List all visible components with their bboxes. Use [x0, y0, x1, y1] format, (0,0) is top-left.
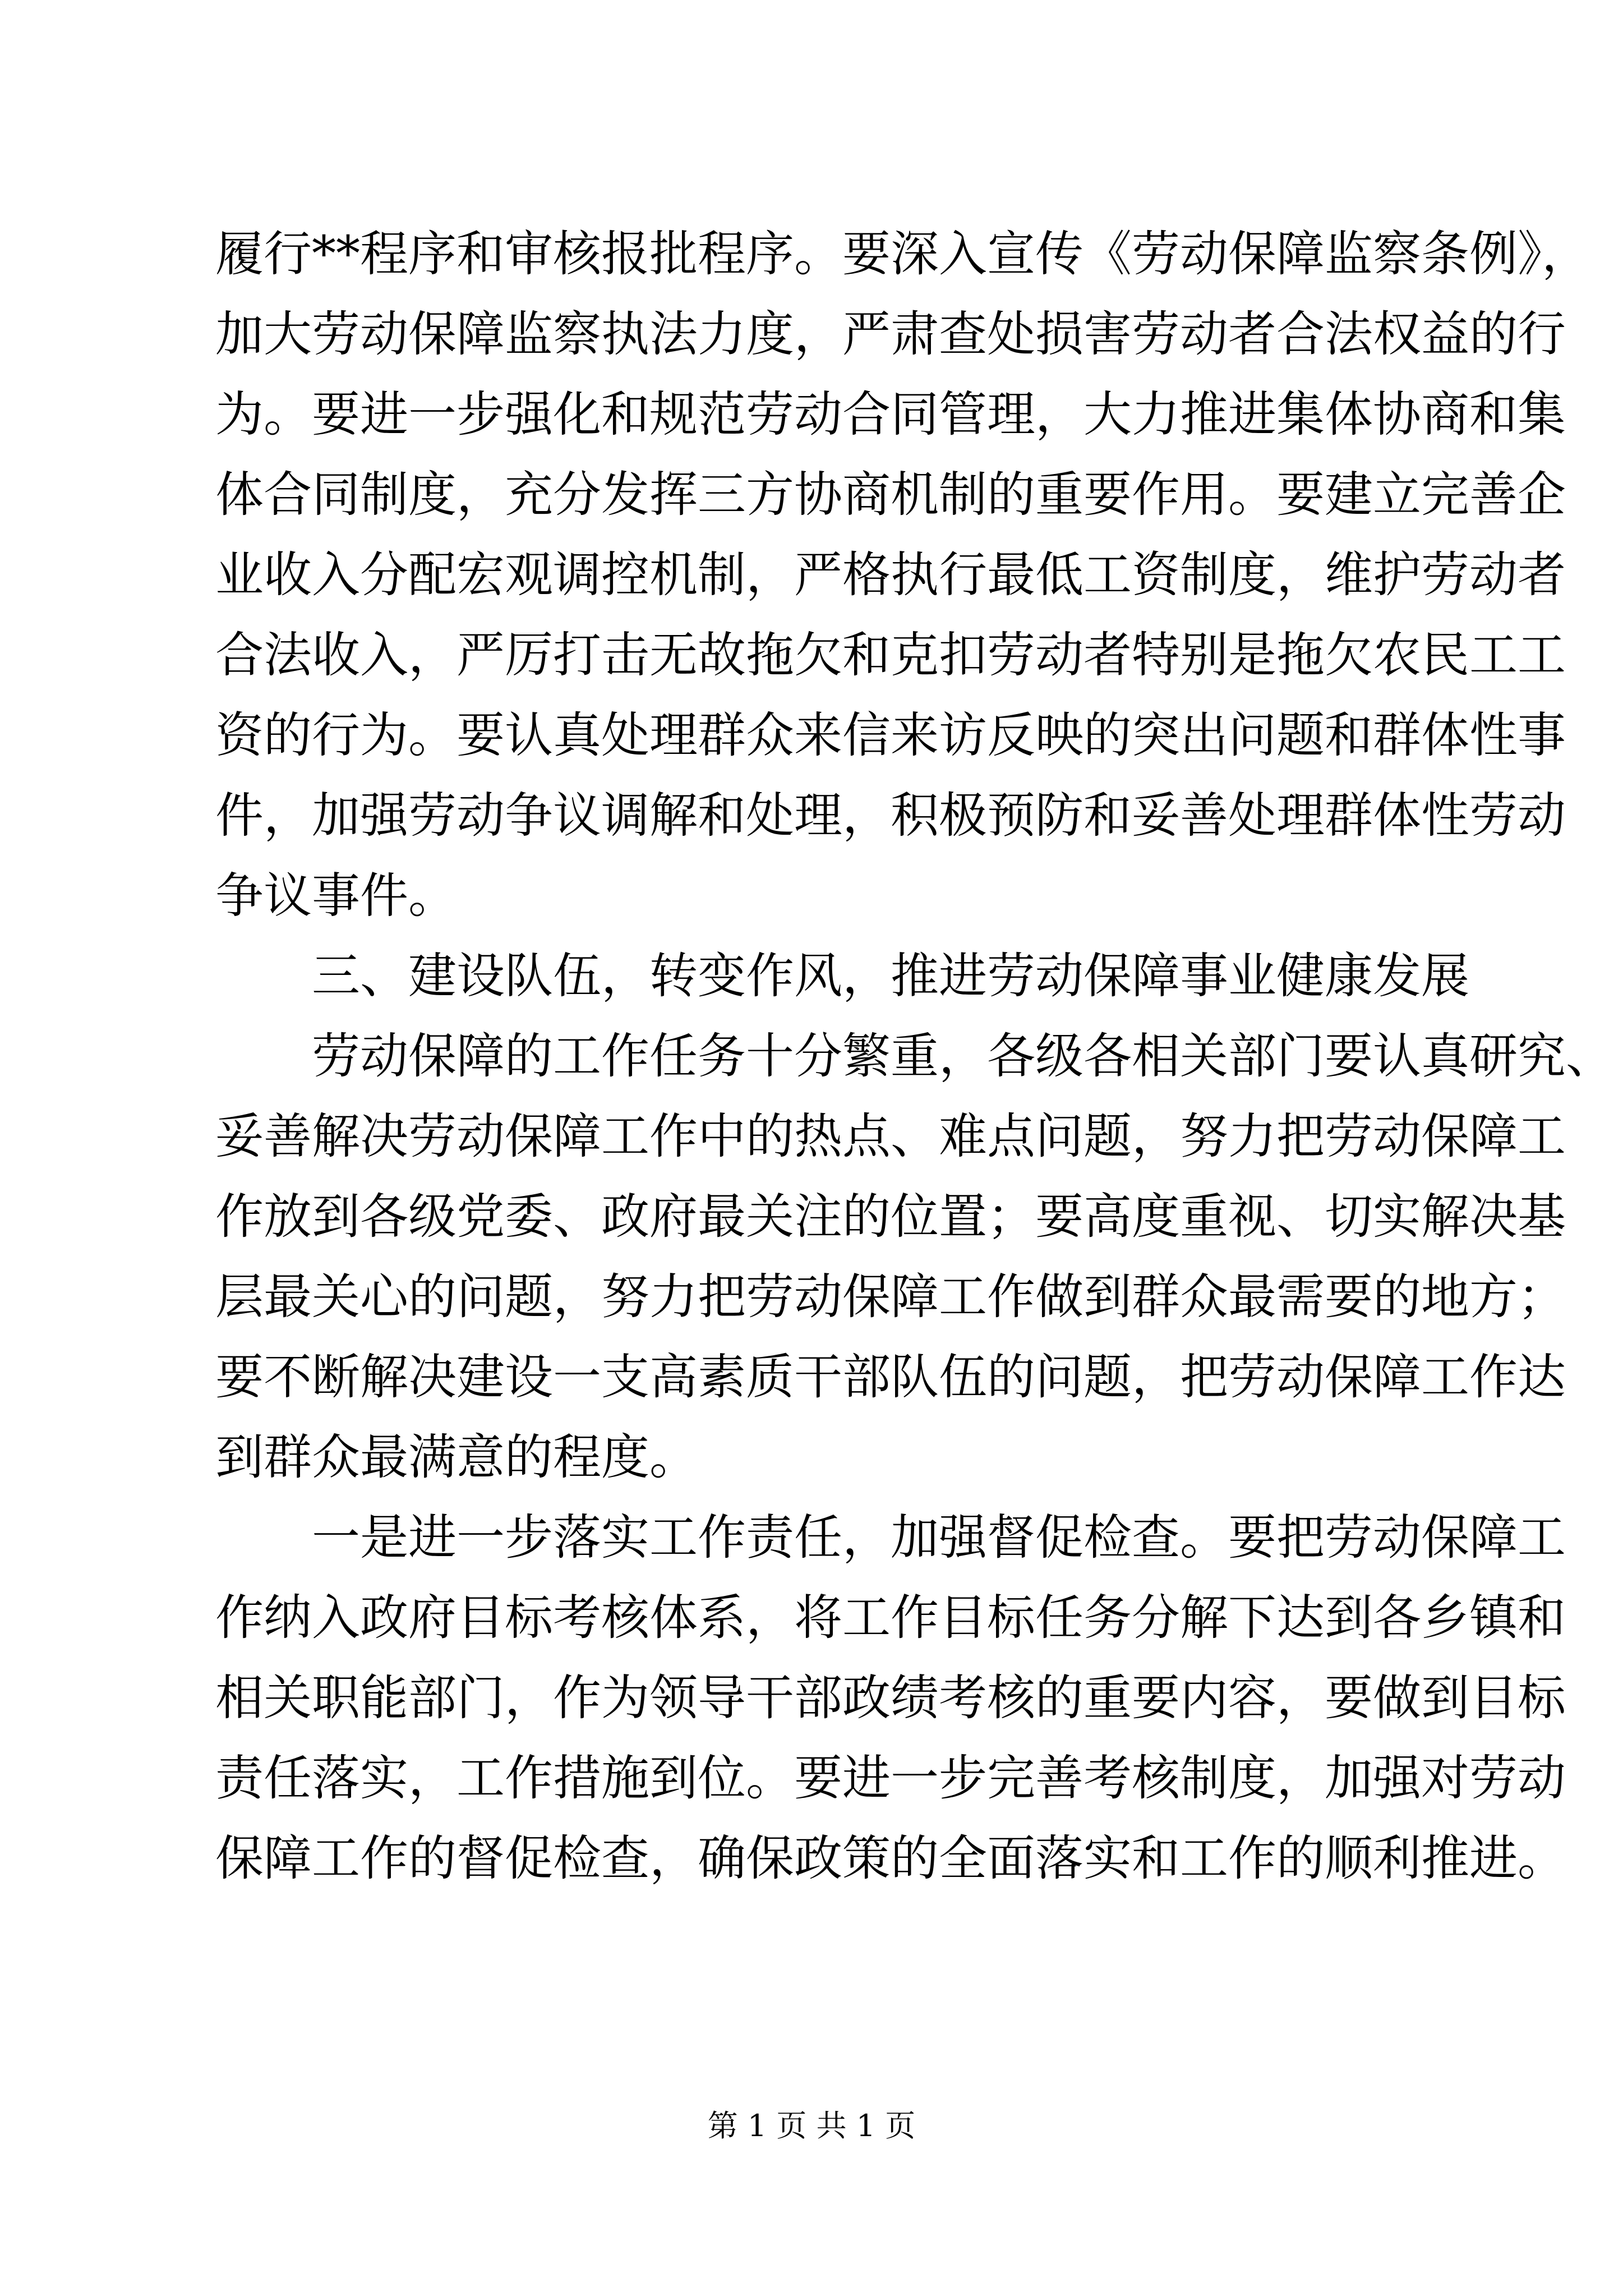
text-line: 资的行为。要认真处理群众来信来访反映的突出问题和群体性事 — [215, 707, 1566, 763]
page-footer: 第 1 页 共 1 页 — [707, 2108, 916, 2143]
text-line: 要不断解决建设一支高素质干部队伍的问题，把劳动保障工作达 — [215, 1349, 1566, 1405]
text-line: 妥善解决劳动保障工作中的热点、难点问题，努力把劳动保障工 — [215, 1108, 1566, 1165]
text-line: 劳动保障的工作任务十分繁重，各级各相关部门要认真研究、 — [312, 1028, 1614, 1084]
text-line: 件，加强劳动争议调解和处理，积极预防和妥善处理群体性劳动 — [215, 788, 1566, 844]
text-line: 作放到各级党委、政府最关注的位置；要高度重视、切实解决基 — [215, 1189, 1566, 1245]
text-line: 加大劳动保障监察执法力度，严肃查处损害劳动者合法权益的行 — [215, 306, 1566, 362]
text-line: 责任落实，工作措施到位。要进一步完善考核制度，加强对劳动 — [215, 1750, 1566, 1806]
text-line: 层最关心的问题，努力把劳动保障工作做到群众最需要的地方； — [215, 1269, 1566, 1325]
section-heading: 三、建设队伍，转变作风，推进劳动保障事业健康发展 — [312, 948, 1469, 1004]
document-body — [215, 214, 1614, 1899]
text-line: 业收入分配宏观调控机制，严格执行最低工资制度，维护劳动者 — [215, 547, 1566, 603]
text-line: 体合同制度，充分发挥三方协商机制的重要作用。要建立完善企 — [215, 467, 1566, 523]
text-line: 保障工作的督促检查，确保政策的全面落实和工作的顺利推进。 — [215, 1830, 1566, 1887]
text-line: 作纳入政府目标考核体系，将工作目标任务分解下达到各乡镇和 — [215, 1590, 1566, 1646]
text-line: 争议事件。 — [215, 868, 457, 924]
text-line: 为。要进一步强化和规范劳动合同管理，大力推进集体协商和集 — [215, 386, 1566, 443]
text-line: 到群众最满意的程度。 — [215, 1429, 698, 1485]
text-line: 相关职能部门，作为领导干部政绩考核的重要内容，要做到目标 — [215, 1670, 1566, 1726]
text-line: 一是进一步落实工作责任，加强督促检查。要把劳动保障工 — [312, 1510, 1566, 1566]
text-line: 履行**程序和审核报批程序。要深入宣传《劳动保障监察条例》， — [215, 226, 1590, 282]
text-line: 合法收入，严厉打击无故拖欠和克扣劳动者特别是拖欠农民工工 — [215, 627, 1566, 683]
